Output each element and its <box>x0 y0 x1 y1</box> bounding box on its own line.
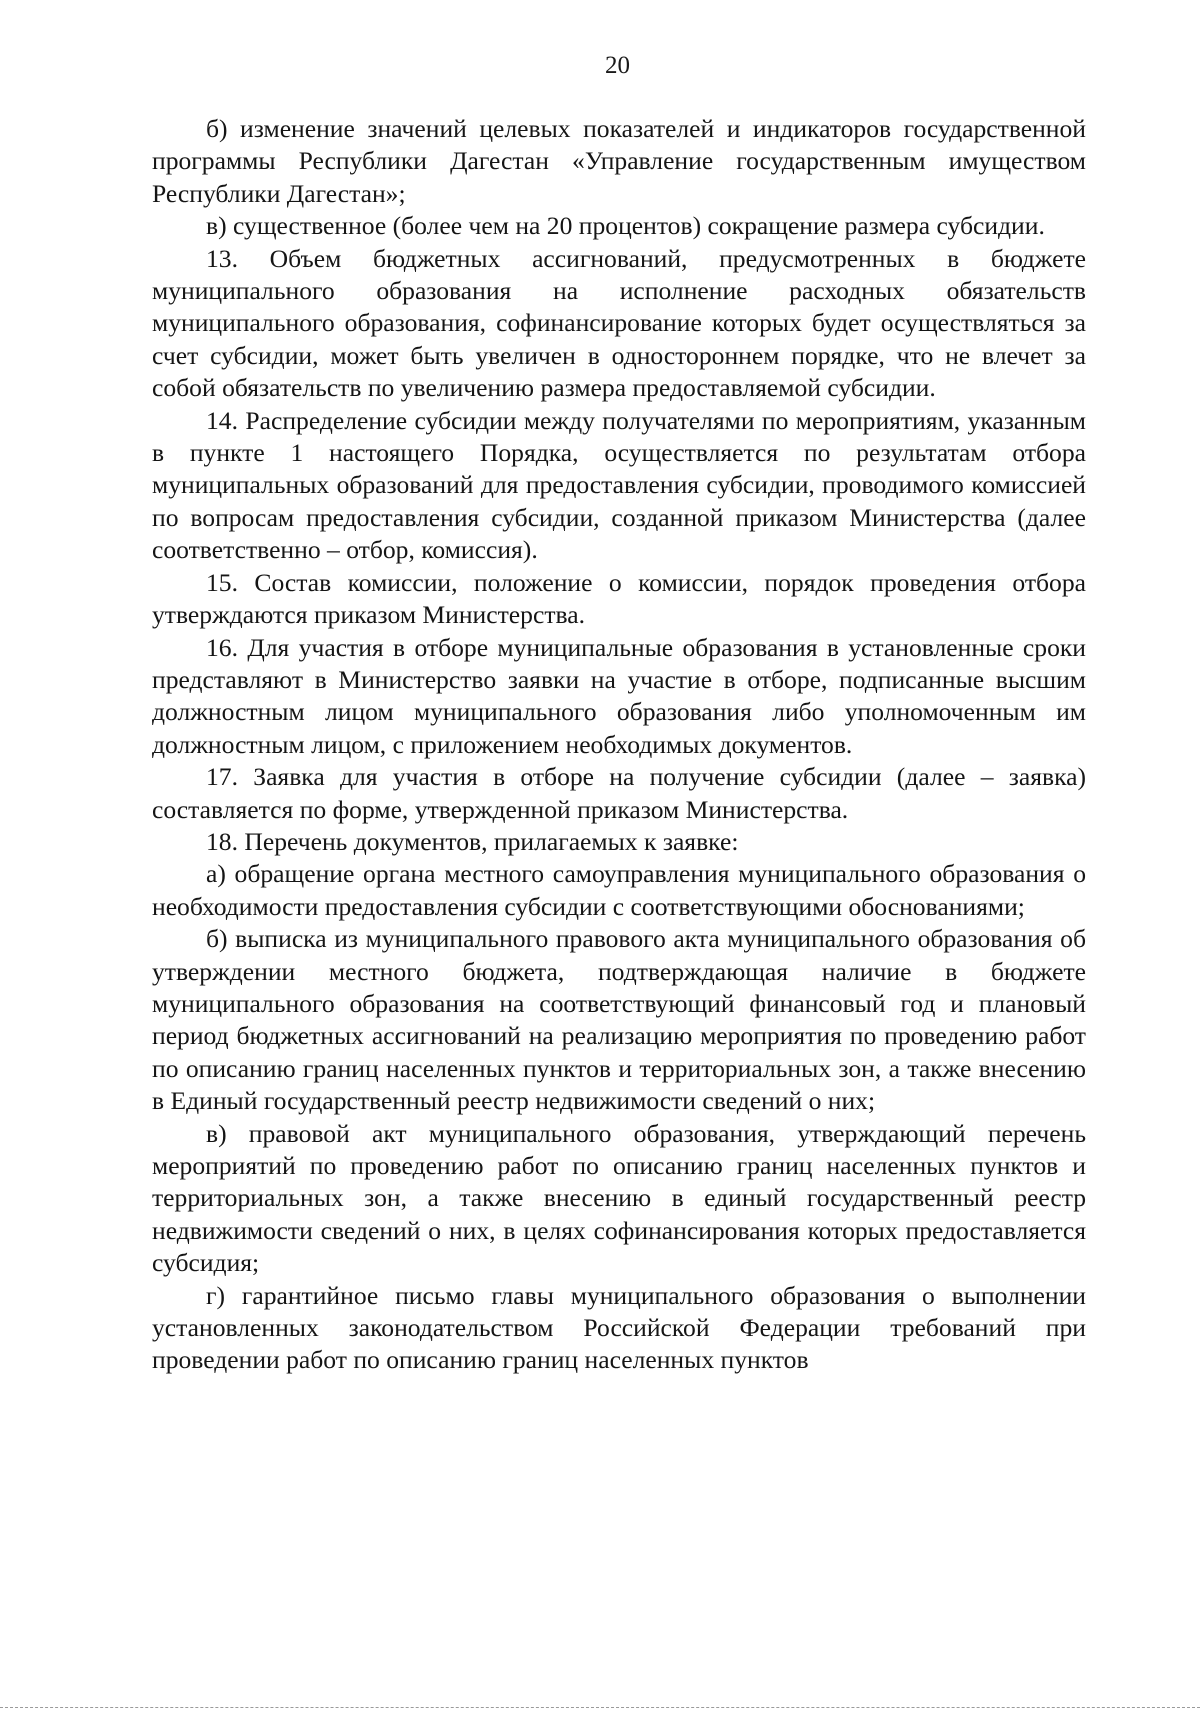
paragraph-15: 15. Состав комиссии, положение о комиссии, порядок проведения отбора утверждаются приказом Министерства. <box>152 567 1086 630</box>
paragraph-14: 14. Распределение субсидии между получателями по мероприятиям, указанным в пункте 1 настоящего Порядка, осуществляется по результатам отбора муниципальных образований для предоставления субсидии, проводимого комиссией по вопросам предоставления субсидии, созданной приказом Министерства (далее соответственно – отбор, комиссия). <box>152 405 1086 565</box>
paragraph-18a: а) обращение органа местного самоуправления муниципального образования о необходимости предоставления субсидии с соответствующими обоснованиями; <box>152 859 1086 921</box>
paragraph-16: 16. Для участия в отборе муниципальные образования в установленные сроки представляют в Министерство заявки на участие в отборе, подписанные высшим должностным лицом муниципального образования либо уполномоченным им должностным лицом, с приложением необходимых документов. <box>152 632 1086 759</box>
page-number: 20 <box>605 52 630 79</box>
paragraph-17: 17. Заявка для участия в отборе на получение субсидии (далее – заявка) составляется по форме, утвержденной приказом Министерства. <box>152 762 1086 824</box>
paragraph-18g: г) гарантийное письмо главы муниципального образования о выполнении установленных законодательством Российской Федерации требований при проведении работ по описанию границ населенных пунктов <box>152 1280 1086 1375</box>
paragraph-18b: б) выписка из муниципального правового акта муниципального образования об утверждении местного бюджета, подтверждающая наличие в бюджете муниципального образования на соответствующий финансовый год и плановый период бюджетных ассигнований на реализацию мероприятия по проведению работ по описанию границ населенных пунктов и территориальных зон, а также внесению в Единый государственный реестр недвижимости сведений о них; <box>152 924 1086 1116</box>
paragraph-12v: в) существенное (более чем на 20 процентов) сокращение размера субсидии. <box>206 211 1045 241</box>
paragraph-18v: в) правовой акт муниципального образования, утверждающий перечень мероприятий по проведению работ по описанию границ населенных пунктов и территориальных зон, а также внесению в единый государственный реестр недвижимости сведений о них, в целях софинансирования которых предоставляется субсидия; <box>152 1118 1086 1278</box>
scan-edge-line <box>0 1707 1200 1708</box>
paragraph-12b: б) изменение значений целевых показателей и индикаторов государственной программы Республики Дагестан «Управление государственным имуществом Республики Дагестан»; <box>152 114 1086 208</box>
paragraph-18: 18. Перечень документов, прилагаемых к заявке: <box>206 826 739 856</box>
paragraph-13: 13. Объем бюджетных ассигнований, предусмотренных в бюджете муниципального образования на исполнение расходных обязательств муниципального образования, софинансирование которых будет осуществляться за счет субсидии, может быть увеличен в одностороннем порядке, что не влечет за собой обязательств по увеличению размера предоставляемой субсидии. <box>152 243 1086 403</box>
document-body <box>152 113 1086 1377</box>
